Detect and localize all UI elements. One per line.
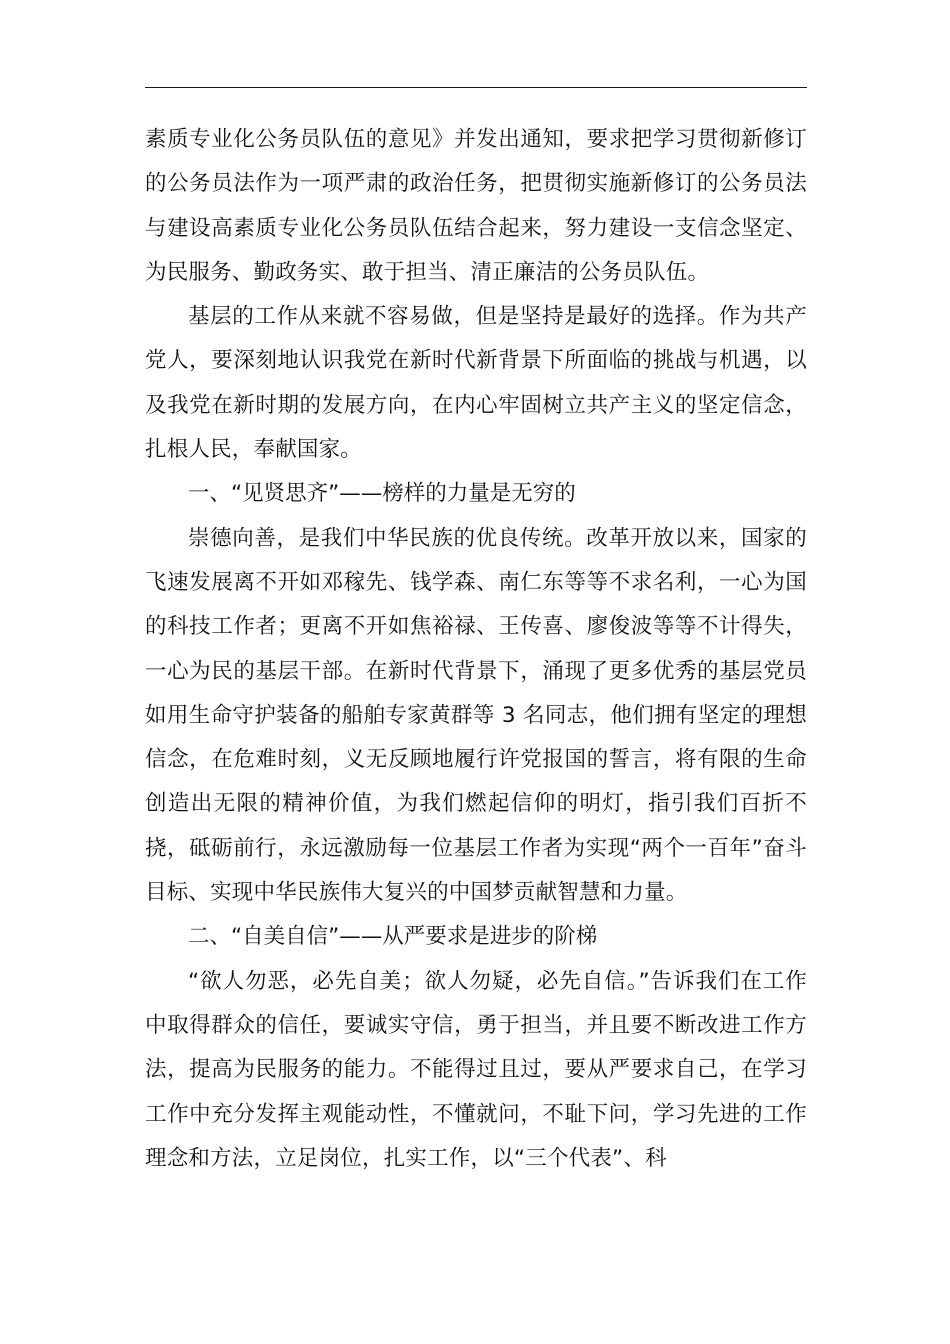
paragraph-body: 崇德向善，是我们中华民族的优良传统。改革开放以来，国家的飞速发展离不开如邓稼先、钱学森、南仁东等等不求名利，一心为国的科技工作者；更离不开如焦裕禄、王传喜、廖俊波等等不计得失，一心为民的基层干部。在新时代背景下，涌现了更多优秀的基层党员如用生命守护装备的船舶专家黄群等 3 名同志，他们拥有坚定的理想信念，在危难时刻，义无反顾地履行许党报国的誓言，将有限的生命创造出无限的精神价值，为我们燃起信仰的明灯，指引我们百折不挠，砥砺前行，永远激励每一位基层工作者为实现“两个一百年”奋斗目标、实现中华民族伟大复兴的中国梦贡献智慧和力量。 [145, 525, 807, 906]
section-heading: 二、“自美自信”——从严要求是进步的阶梯 [188, 924, 598, 950]
section-heading: 一、“见贤思齐”——榜样的力量是无穷的 [188, 481, 576, 507]
header-rule [145, 87, 807, 88]
paragraph-body: 基层的工作从来就不容易做，但是坚持是最好的选择。作为共产党人，要深刻地认识我党在新时代新背景下所面临的挑战与机遇，以及我党在新时期的发展方向，在内心牢固树立共产主义的坚定信念，扎根人民，奉献国家。 [145, 304, 807, 463]
document-body [145, 118, 807, 1181]
paragraph-body: “欲人勿恶，必先自美；欲人勿疑，必先自信。”告诉我们在工作中取得群众的信任，要诚实守信，勇于担当，并且要不断改进工作方法，提高为民服务的能力。不能得过且过，要从严要求自己，在学习工作中充分发挥主观能动性，不懂就问，不耻下问，学习先进的工作理念和方法，立足岗位，扎实工作，以“三个代表”、科 [145, 968, 807, 1171]
paragraph-continuation: 素质专业化公务员队伍的意见》并发出通知，要求把学习贯彻新修订的公务员法作为一项严肃的政治任务，把贯彻实施新修订的公务员法与建设高素质专业化公务员队伍结合起来，努力建设一支信念坚定、为民服务、勤政务实、敢于担当、清正廉洁的公务员队伍。 [145, 127, 807, 285]
